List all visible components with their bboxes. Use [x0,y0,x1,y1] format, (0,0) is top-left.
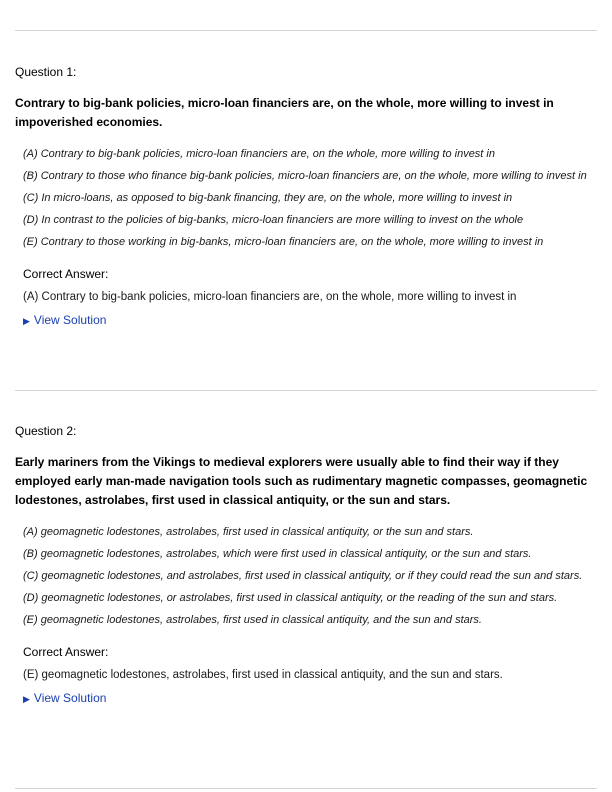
view-solution-toggle[interactable] [23,691,106,707]
option-d: (D) In contrast to the policies of big-banks, micro-loan financiers are more willing to invest on the whole [23,214,524,226]
divider-middle [15,390,597,391]
option-e: (E) Contrary to those working in big-banks, micro-loan financiers are, on the whole, more willing to invest in [23,236,544,248]
divider-top [15,30,597,31]
option-b: (B) geomagnetic lodestones, astrolabes, which were first used in classical antiquity, or the sun and stars. [23,548,532,560]
correct-answer-heading: Correct Answer: [23,645,109,659]
option-c: (C) In micro-loans, as opposed to big-bank financing, they are, on the whole, more willing to invest in [23,192,513,204]
answer-options [23,523,597,629]
triangle-right-icon: ▶ [23,694,30,704]
question-stem: Contrary to big-bank policies, micro-loan financiers are, on the whole, more willing to invest in impoverished economies. [15,96,554,129]
option-a: (A) Contrary to big-bank policies, micro-loan financiers are, on the whole, more willing to invest in [23,148,495,160]
option-e: (E) geomagnetic lodestones, astrolabes, first used in classical antiquity, and the sun and stars. [23,614,482,626]
option-b: (B) Contrary to those who finance big-bank policies, micro-loan financiers are, on the whole, more willing to invest in [23,170,587,182]
divider-bottom [15,788,597,789]
triangle-right-icon: ▶ [23,316,30,326]
question-1 [15,65,597,329]
option-c: (C) geomagnetic lodestones, and astrolabes, first used in classical antiquity, or if they could read the sun and stars. [23,570,583,582]
option-a: (A) geomagnetic lodestones, astrolabes, first used in classical antiquity, or the sun and stars. [23,526,474,538]
option-d: (D) geomagnetic lodestones, or astrolabes, first used in classical antiquity, or the reading of the sun and stars. [23,592,558,604]
question-label: Question 1: [15,65,77,79]
correct-answer-heading: Correct Answer: [23,267,109,281]
view-solution-label: View Solution [33,313,107,327]
answer-options [23,145,597,251]
question-2 [15,424,597,707]
correct-answer-text: (E) geomagnetic lodestones, astrolabes, first used in classical antiquity, and the sun and stars. [23,669,503,681]
view-solution-toggle[interactable] [23,313,106,329]
view-solution-label: View Solution [33,691,107,705]
question-label: Question 2: [15,424,77,438]
correct-answer-text: (A) Contrary to big-bank policies, micro-loan financiers are, on the whole, more willing to invest in [23,291,517,303]
question-stem: Early mariners from the Vikings to medieval explorers were usually able to find their way if they employed early man-made navigation tools such as rudimentary magnetic compasses, geomagnetic lodestones, astrolabes, first used in classical antiquity, or the sun and stars. [15,455,588,507]
